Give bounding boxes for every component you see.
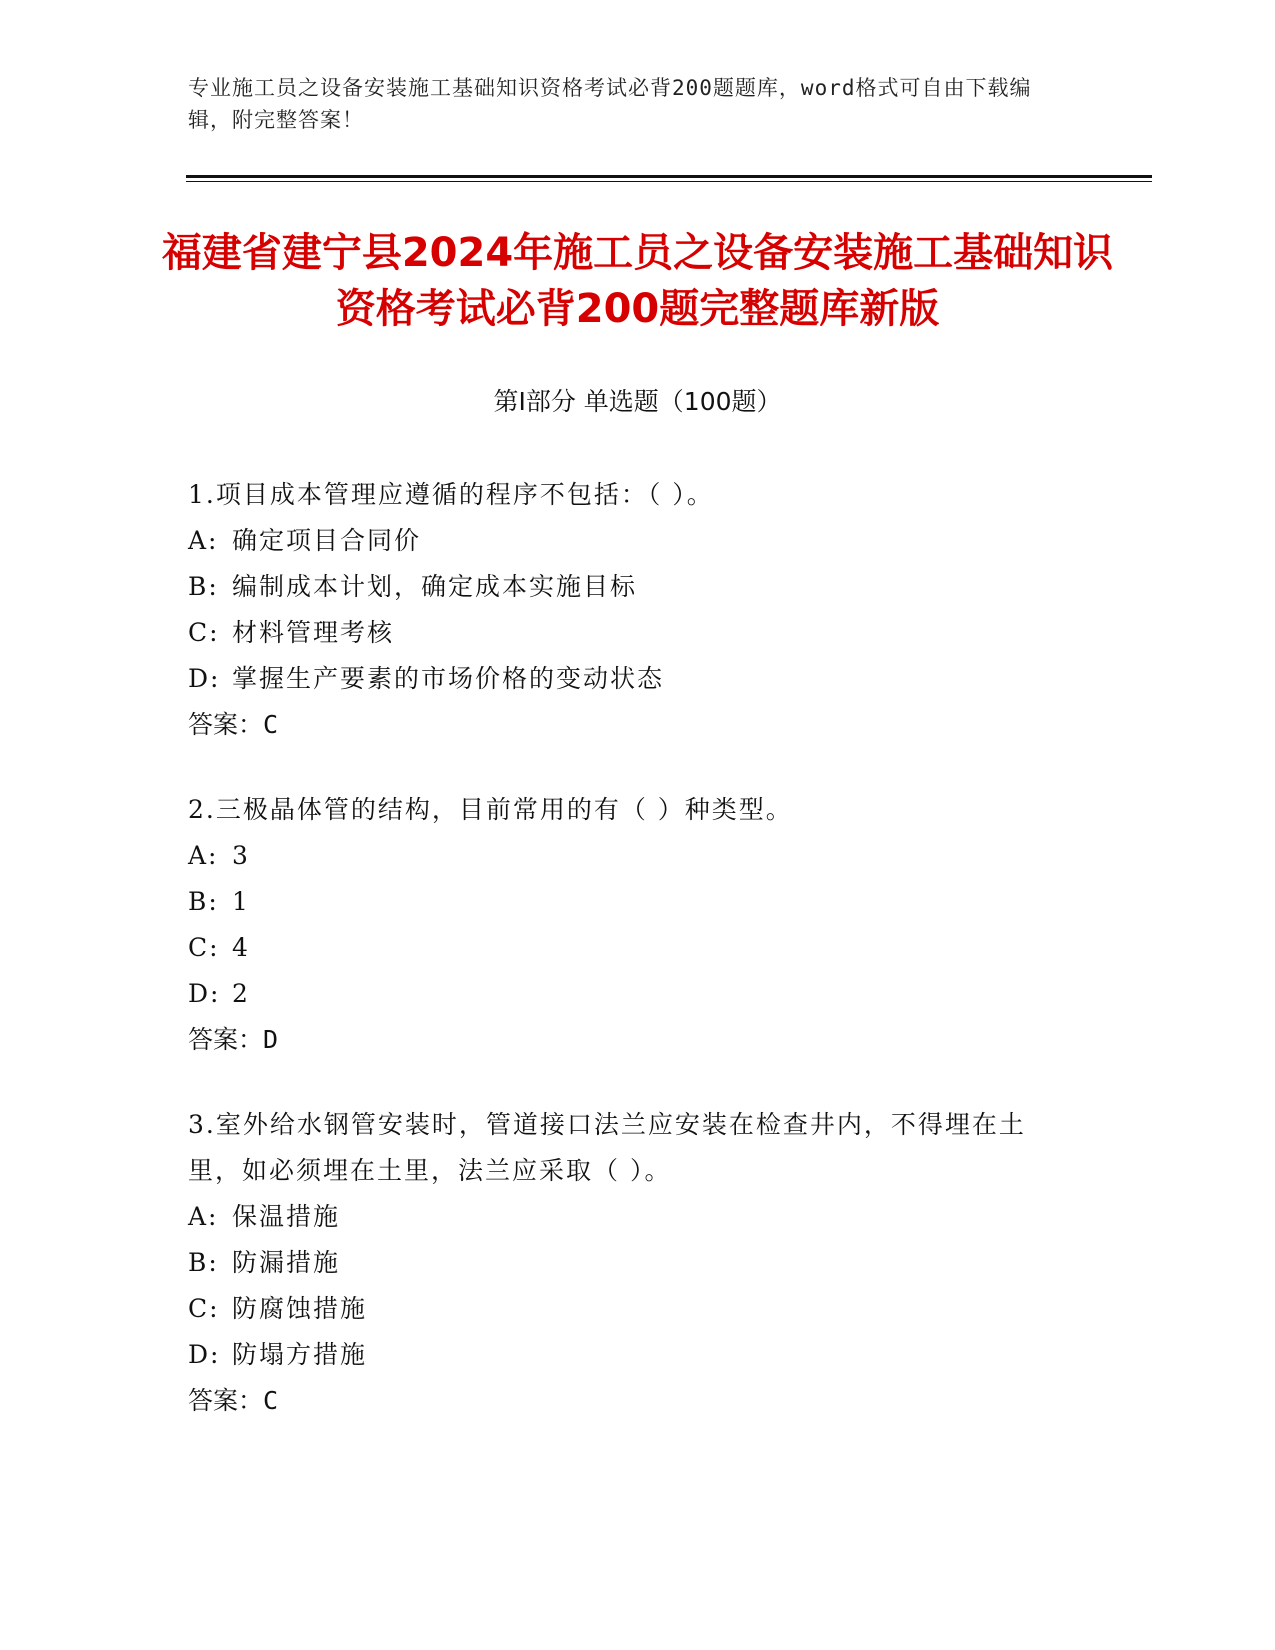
option-d bbox=[188, 971, 1068, 1017]
option-text: 防塌方措施 bbox=[232, 1340, 368, 1369]
option-key: C: bbox=[188, 1294, 220, 1323]
option-text: 编制成本计划，确定成本实施目标 bbox=[232, 572, 638, 601]
section-title: 第Ⅰ部分 单选题（100题） bbox=[493, 387, 782, 416]
question-3 bbox=[188, 1102, 1068, 1424]
answer: 答案：C bbox=[188, 1386, 279, 1415]
question-stem: 2.三极晶体管的结构，目前常用的有（ ）种类型。 bbox=[188, 795, 793, 824]
option-text: 确定项目合同价 bbox=[232, 526, 422, 555]
option-text: 掌握生产要素的市场价格的变动状态 bbox=[232, 664, 665, 693]
option-b bbox=[188, 564, 1068, 610]
question-stem: 1.项目成本管理应遵循的程序不包括：（ ）。 bbox=[188, 480, 714, 509]
option-d bbox=[188, 656, 1068, 702]
option-b bbox=[188, 879, 1068, 925]
option-d bbox=[188, 1332, 1068, 1378]
option-b bbox=[188, 1240, 1068, 1286]
answer: 答案：C bbox=[188, 710, 279, 739]
header-note: 专业施工员之设备安装施工基础知识资格考试必背200题题库，word格式可自由下载编辑，附完整答案！ bbox=[188, 76, 1032, 132]
option-a bbox=[188, 518, 1068, 564]
option-key: D: bbox=[188, 664, 221, 693]
option-text: 防腐蚀措施 bbox=[232, 1294, 368, 1323]
option-key: B: bbox=[188, 887, 219, 916]
option-key: B: bbox=[188, 1248, 219, 1277]
option-text: 4 bbox=[232, 933, 250, 962]
option-key: D: bbox=[188, 979, 221, 1008]
option-c bbox=[188, 925, 1068, 971]
option-a bbox=[188, 1194, 1068, 1240]
option-c bbox=[188, 1286, 1068, 1332]
question-1 bbox=[188, 472, 1068, 748]
option-c bbox=[188, 610, 1068, 656]
option-a bbox=[188, 833, 1068, 879]
answer: 答案：D bbox=[188, 1025, 279, 1054]
option-key: C: bbox=[188, 618, 220, 647]
option-text: 保温措施 bbox=[232, 1202, 341, 1231]
document-title: 福建省建宁县2024年施工员之设备安装施工基础知识资格考试必背200题完整题库新版 bbox=[161, 230, 1114, 332]
option-text: 3 bbox=[232, 841, 250, 870]
option-text: 防漏措施 bbox=[232, 1248, 341, 1277]
option-key: A: bbox=[188, 1202, 219, 1231]
option-key: B: bbox=[188, 572, 219, 601]
option-key: C: bbox=[188, 933, 220, 962]
option-key: A: bbox=[188, 841, 219, 870]
question-2 bbox=[188, 787, 1068, 1063]
header-divider-thick bbox=[186, 175, 1152, 178]
option-text: 2 bbox=[232, 979, 250, 1008]
option-text: 1 bbox=[232, 887, 250, 916]
option-text: 材料管理考核 bbox=[232, 618, 395, 647]
question-stem: 3.室外给水钢管安装时，管道接口法兰应安装在检查井内，不得埋在土里，如必须埋在土里，法兰应采取（ ）。 bbox=[188, 1110, 1026, 1185]
option-key: A: bbox=[188, 526, 219, 555]
option-key: D: bbox=[188, 1340, 221, 1369]
header-divider-thin bbox=[186, 181, 1152, 182]
